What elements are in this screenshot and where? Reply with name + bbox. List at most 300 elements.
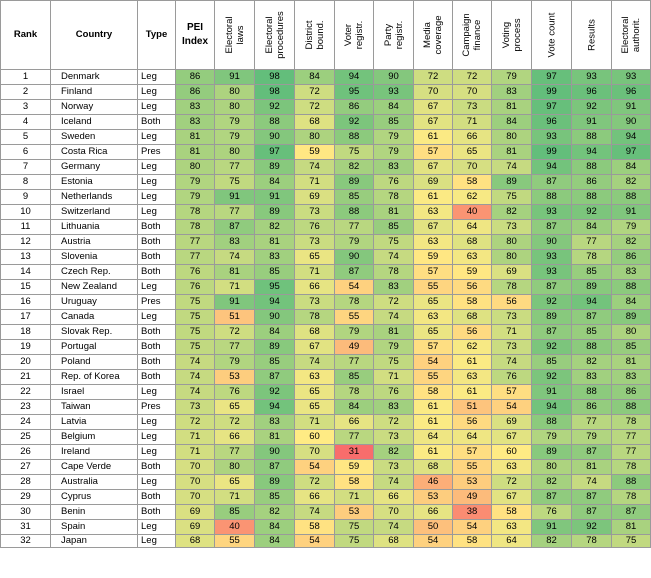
type-cell: Leg [138, 70, 176, 85]
table-row [1, 310, 651, 325]
score-cell: 98 [255, 70, 295, 85]
score-cell: 85 [255, 490, 295, 505]
score-cell: 40 [453, 205, 492, 220]
score-cell: 87 [335, 265, 374, 280]
rank-cell: 24 [1, 415, 51, 430]
country-cell: Norway [51, 100, 138, 115]
score-cell: 73 [492, 340, 532, 355]
country-cell: Estonia [51, 175, 138, 190]
score-cell: 89 [532, 445, 572, 460]
score-cell: 60 [492, 445, 532, 460]
metric-label: District bound. [303, 20, 326, 50]
type-cell: Leg [138, 100, 176, 115]
score-cell: 80 [295, 130, 335, 145]
pei-index-cell: 68 [176, 535, 215, 548]
score-cell: 61 [414, 415, 453, 430]
score-cell: 99 [532, 85, 572, 100]
score-cell: 65 [414, 295, 453, 310]
pei-index-cell: 77 [176, 250, 215, 265]
country-cell: Benin [51, 505, 138, 520]
rank-cell: 28 [1, 475, 51, 490]
country-cell: Sweden [51, 130, 138, 145]
country-header: Country [51, 1, 138, 70]
table-row [1, 505, 651, 520]
country-cell: Cape Verde [51, 460, 138, 475]
score-cell: 87 [572, 310, 612, 325]
score-cell: 59 [335, 460, 374, 475]
score-cell: 63 [492, 520, 532, 535]
score-cell: 65 [295, 400, 335, 415]
pei-index-cell: 74 [176, 355, 215, 370]
score-cell: 87 [255, 460, 295, 475]
score-cell: 55 [414, 370, 453, 385]
pei-index-cell: 71 [176, 445, 215, 460]
score-cell: 76 [532, 505, 572, 520]
type-cell: Leg [138, 430, 176, 445]
score-cell: 66 [335, 415, 374, 430]
table-row [1, 85, 651, 100]
table-row [1, 520, 651, 535]
score-cell: 75 [335, 520, 374, 535]
score-cell: 72 [295, 475, 335, 490]
rank-cell: 6 [1, 145, 51, 160]
score-cell: 71 [453, 115, 492, 130]
score-cell: 78 [572, 250, 612, 265]
score-cell: 54 [414, 355, 453, 370]
score-cell: 87 [612, 505, 651, 520]
score-cell: 59 [295, 145, 335, 160]
score-cell: 63 [453, 250, 492, 265]
score-cell: 64 [414, 430, 453, 445]
pei-index-cell: 69 [176, 520, 215, 535]
pei-index-cell: 79 [176, 190, 215, 205]
score-cell: 83 [215, 235, 255, 250]
rank-cell: 22 [1, 385, 51, 400]
metric-label: Campaign finance [461, 13, 483, 57]
results-header [572, 1, 612, 70]
score-cell: 63 [492, 460, 532, 475]
score-cell: 82 [532, 475, 572, 490]
score-cell: 74 [295, 355, 335, 370]
country-cell: Canada [51, 310, 138, 325]
score-cell: 72 [492, 475, 532, 490]
score-cell: 69 [492, 415, 532, 430]
country-cell: Latvia [51, 415, 138, 430]
score-cell: 70 [453, 85, 492, 100]
score-cell: 50 [414, 520, 453, 535]
score-cell: 58 [453, 535, 492, 548]
score-cell: 77 [215, 340, 255, 355]
score-cell: 61 [414, 445, 453, 460]
country-cell: Germany [51, 160, 138, 175]
score-cell: 79 [335, 235, 374, 250]
type-cell: Both [138, 235, 176, 250]
type-cell: Leg [138, 310, 176, 325]
score-cell: 58 [453, 295, 492, 310]
score-cell: 55 [335, 310, 374, 325]
score-cell: 88 [572, 190, 612, 205]
score-cell: 66 [215, 430, 255, 445]
score-cell: 82 [492, 205, 532, 220]
country-cell: Belgium [51, 430, 138, 445]
score-cell: 80 [492, 235, 532, 250]
table-row [1, 400, 651, 415]
rank-cell: 23 [1, 400, 51, 415]
score-cell: 88 [572, 130, 612, 145]
rank-cell: 29 [1, 490, 51, 505]
score-cell: 66 [295, 490, 335, 505]
score-cell: 93 [532, 130, 572, 145]
score-cell: 88 [572, 160, 612, 175]
table-row [1, 460, 651, 475]
party-registration-header [374, 1, 414, 70]
table-row [1, 490, 651, 505]
pei-index-cell: 73 [176, 400, 215, 415]
country-cell: Czech Rep. [51, 265, 138, 280]
type-cell: Leg [138, 445, 176, 460]
score-cell: 88 [612, 280, 651, 295]
score-cell: 80 [532, 460, 572, 475]
score-cell: 81 [612, 355, 651, 370]
score-cell: 67 [414, 100, 453, 115]
score-cell: 81 [572, 460, 612, 475]
score-cell: 66 [414, 505, 453, 520]
score-cell: 51 [453, 400, 492, 415]
score-cell: 83 [255, 415, 295, 430]
score-cell: 91 [532, 385, 572, 400]
score-cell: 92 [572, 205, 612, 220]
score-cell: 79 [572, 430, 612, 445]
score-cell: 96 [572, 85, 612, 100]
score-cell: 89 [255, 205, 295, 220]
electoral-laws-header [215, 1, 255, 70]
metric-label: Vote count [546, 12, 557, 58]
score-cell: 82 [255, 220, 295, 235]
metric-label: Results [586, 19, 597, 51]
score-cell: 57 [453, 445, 492, 460]
table-row [1, 145, 651, 160]
table-body [1, 70, 651, 548]
table-row [1, 355, 651, 370]
score-cell: 62 [453, 340, 492, 355]
score-cell: 68 [453, 235, 492, 250]
score-cell: 80 [492, 130, 532, 145]
rank-cell: 30 [1, 505, 51, 520]
score-cell: 71 [295, 265, 335, 280]
pei-index-cell: 74 [176, 385, 215, 400]
score-cell: 68 [374, 535, 414, 548]
score-cell: 87 [572, 490, 612, 505]
score-cell: 91 [215, 295, 255, 310]
table-row [1, 415, 651, 430]
score-cell: 46 [414, 475, 453, 490]
pei-index-cell: 74 [176, 370, 215, 385]
score-cell: 97 [612, 145, 651, 160]
score-cell: 80 [492, 250, 532, 265]
score-cell: 88 [532, 415, 572, 430]
score-cell: 81 [374, 205, 414, 220]
type-cell: Both [138, 340, 176, 355]
rank-cell: 25 [1, 430, 51, 445]
score-cell: 87 [532, 220, 572, 235]
score-cell: 84 [612, 295, 651, 310]
score-cell: 54 [414, 535, 453, 548]
score-cell: 76 [492, 370, 532, 385]
rank-cell: 17 [1, 310, 51, 325]
score-cell: 78 [295, 310, 335, 325]
score-cell: 78 [374, 190, 414, 205]
score-cell: 63 [414, 310, 453, 325]
score-cell: 70 [453, 160, 492, 175]
score-cell: 70 [414, 85, 453, 100]
score-cell: 92 [532, 340, 572, 355]
pei-index-cell: 83 [176, 115, 215, 130]
score-cell: 67 [295, 340, 335, 355]
score-cell: 79 [492, 70, 532, 85]
score-cell: 94 [255, 400, 295, 415]
score-cell: 91 [215, 70, 255, 85]
score-cell: 74 [295, 160, 335, 175]
pei-index-cell: 76 [176, 280, 215, 295]
score-cell: 74 [572, 475, 612, 490]
score-cell: 84 [255, 175, 295, 190]
score-cell: 92 [572, 520, 612, 535]
score-cell: 61 [453, 355, 492, 370]
score-cell: 79 [335, 325, 374, 340]
score-cell: 68 [414, 460, 453, 475]
score-cell: 72 [453, 70, 492, 85]
score-cell: 86 [572, 175, 612, 190]
table-row [1, 295, 651, 310]
score-cell: 93 [532, 265, 572, 280]
score-cell: 94 [572, 145, 612, 160]
type-cell: Leg [138, 175, 176, 190]
pei-index-cell: 81 [176, 145, 215, 160]
country-cell: Netherlands [51, 190, 138, 205]
score-cell: 79 [374, 340, 414, 355]
score-cell: 78 [335, 385, 374, 400]
score-cell: 63 [453, 370, 492, 385]
score-cell: 65 [215, 475, 255, 490]
score-cell: 74 [215, 250, 255, 265]
score-cell: 74 [374, 520, 414, 535]
score-cell: 99 [532, 145, 572, 160]
rank-cell: 11 [1, 220, 51, 235]
score-cell: 85 [532, 355, 572, 370]
pei-index-cell: 72 [176, 415, 215, 430]
score-cell: 77 [215, 160, 255, 175]
score-cell: 81 [612, 520, 651, 535]
score-cell: 80 [612, 325, 651, 340]
score-cell: 77 [612, 445, 651, 460]
score-cell: 71 [295, 175, 335, 190]
score-cell: 83 [374, 400, 414, 415]
score-cell: 76 [374, 175, 414, 190]
score-cell: 81 [492, 100, 532, 115]
rank-cell: 13 [1, 250, 51, 265]
score-cell: 71 [215, 280, 255, 295]
type-cell: Both [138, 220, 176, 235]
score-cell: 87 [532, 325, 572, 340]
score-cell: 94 [335, 70, 374, 85]
metric-label: Voting process [500, 18, 523, 52]
score-cell: 85 [255, 265, 295, 280]
score-cell: 65 [295, 250, 335, 265]
pei-index-cell: 86 [176, 85, 215, 100]
score-cell: 31 [335, 445, 374, 460]
rank-cell: 14 [1, 265, 51, 280]
score-cell: 77 [612, 430, 651, 445]
score-cell: 82 [612, 235, 651, 250]
campaign-finance-header [453, 1, 492, 70]
score-cell: 84 [374, 100, 414, 115]
score-cell: 73 [374, 430, 414, 445]
score-cell: 94 [255, 295, 295, 310]
table-row [1, 205, 651, 220]
score-cell: 81 [255, 430, 295, 445]
pei-index-cell: 75 [176, 325, 215, 340]
country-cell: Taiwan [51, 400, 138, 415]
score-cell: 74 [374, 250, 414, 265]
score-cell: 84 [295, 70, 335, 85]
score-cell: 73 [492, 220, 532, 235]
score-cell: 75 [335, 535, 374, 548]
score-cell: 83 [612, 370, 651, 385]
rank-cell: 2 [1, 85, 51, 100]
score-cell: 85 [572, 325, 612, 340]
rank-cell: 18 [1, 325, 51, 340]
country-cell: Cyprus [51, 490, 138, 505]
score-cell: 65 [453, 145, 492, 160]
vote-count-header [532, 1, 572, 70]
score-cell: 49 [335, 340, 374, 355]
rank-cell: 20 [1, 355, 51, 370]
score-cell: 87 [572, 445, 612, 460]
type-cell: Leg [138, 85, 176, 100]
voting-process-header [492, 1, 532, 70]
pei-index-label: PEI Index [181, 22, 209, 47]
score-cell: 54 [492, 400, 532, 415]
score-cell: 73 [295, 295, 335, 310]
table-row [1, 190, 651, 205]
type-cell: Both [138, 370, 176, 385]
score-cell: 72 [374, 295, 414, 310]
rank-cell: 21 [1, 370, 51, 385]
score-cell: 65 [295, 385, 335, 400]
country-cell: Israel [51, 385, 138, 400]
score-cell: 61 [453, 385, 492, 400]
score-cell: 79 [374, 130, 414, 145]
score-cell: 63 [414, 205, 453, 220]
score-cell: 92 [532, 295, 572, 310]
pei-index-cell: 78 [176, 205, 215, 220]
score-cell: 59 [453, 265, 492, 280]
pei-index-cell: 80 [176, 160, 215, 175]
rank-cell: 32 [1, 535, 51, 548]
country-cell: Finland [51, 85, 138, 100]
score-cell: 88 [532, 190, 572, 205]
score-cell: 84 [492, 115, 532, 130]
score-cell: 85 [374, 220, 414, 235]
rank-cell: 12 [1, 235, 51, 250]
table-row [1, 160, 651, 175]
score-cell: 89 [255, 475, 295, 490]
score-cell: 81 [374, 325, 414, 340]
score-cell: 88 [335, 205, 374, 220]
score-cell: 72 [295, 85, 335, 100]
score-cell: 58 [295, 520, 335, 535]
score-cell: 84 [255, 535, 295, 548]
score-cell: 72 [215, 415, 255, 430]
pei-index-cell: 78 [176, 220, 215, 235]
score-cell: 72 [374, 415, 414, 430]
score-cell: 56 [453, 415, 492, 430]
electoral-authorities-header [612, 1, 651, 70]
score-cell: 91 [612, 100, 651, 115]
score-cell: 85 [215, 505, 255, 520]
score-cell: 78 [612, 415, 651, 430]
score-cell: 57 [492, 385, 532, 400]
metric-label: Electoral authorit. [620, 16, 642, 54]
score-cell: 84 [255, 520, 295, 535]
score-cell: 61 [414, 190, 453, 205]
rank-cell: 26 [1, 445, 51, 460]
score-cell: 79 [532, 430, 572, 445]
score-cell: 79 [612, 220, 651, 235]
score-cell: 93 [532, 205, 572, 220]
score-cell: 73 [492, 310, 532, 325]
pei-index-cell: 86 [176, 70, 215, 85]
score-cell: 77 [335, 355, 374, 370]
score-cell: 90 [255, 130, 295, 145]
score-cell: 81 [215, 265, 255, 280]
score-cell: 71 [492, 325, 532, 340]
score-cell: 84 [335, 400, 374, 415]
score-cell: 62 [453, 190, 492, 205]
type-cell: Both [138, 460, 176, 475]
score-cell: 89 [335, 175, 374, 190]
score-cell: 53 [215, 370, 255, 385]
score-cell: 87 [255, 370, 295, 385]
rank-cell: 7 [1, 160, 51, 175]
score-cell: 92 [335, 115, 374, 130]
pei-index-cell: 70 [176, 490, 215, 505]
score-cell: 54 [295, 535, 335, 548]
score-cell: 74 [492, 160, 532, 175]
table-row [1, 250, 651, 265]
rank-cell: 9 [1, 190, 51, 205]
rank-cell: 3 [1, 100, 51, 115]
score-cell: 71 [374, 370, 414, 385]
score-cell: 92 [255, 100, 295, 115]
type-cell: Both [138, 265, 176, 280]
score-cell: 93 [532, 250, 572, 265]
type-cell: Leg [138, 160, 176, 175]
score-cell: 77 [572, 235, 612, 250]
country-cell: Denmark [51, 70, 138, 85]
score-cell: 83 [612, 265, 651, 280]
score-cell: 69 [295, 190, 335, 205]
country-cell: Uruguay [51, 295, 138, 310]
score-cell: 83 [374, 160, 414, 175]
rank-cell: 31 [1, 520, 51, 535]
metric-label: Electoral procedures [263, 11, 286, 59]
score-cell: 85 [374, 115, 414, 130]
media-coverage-header [414, 1, 453, 70]
score-cell: 60 [295, 430, 335, 445]
pei-index-cell: 75 [176, 295, 215, 310]
score-cell: 85 [612, 340, 651, 355]
